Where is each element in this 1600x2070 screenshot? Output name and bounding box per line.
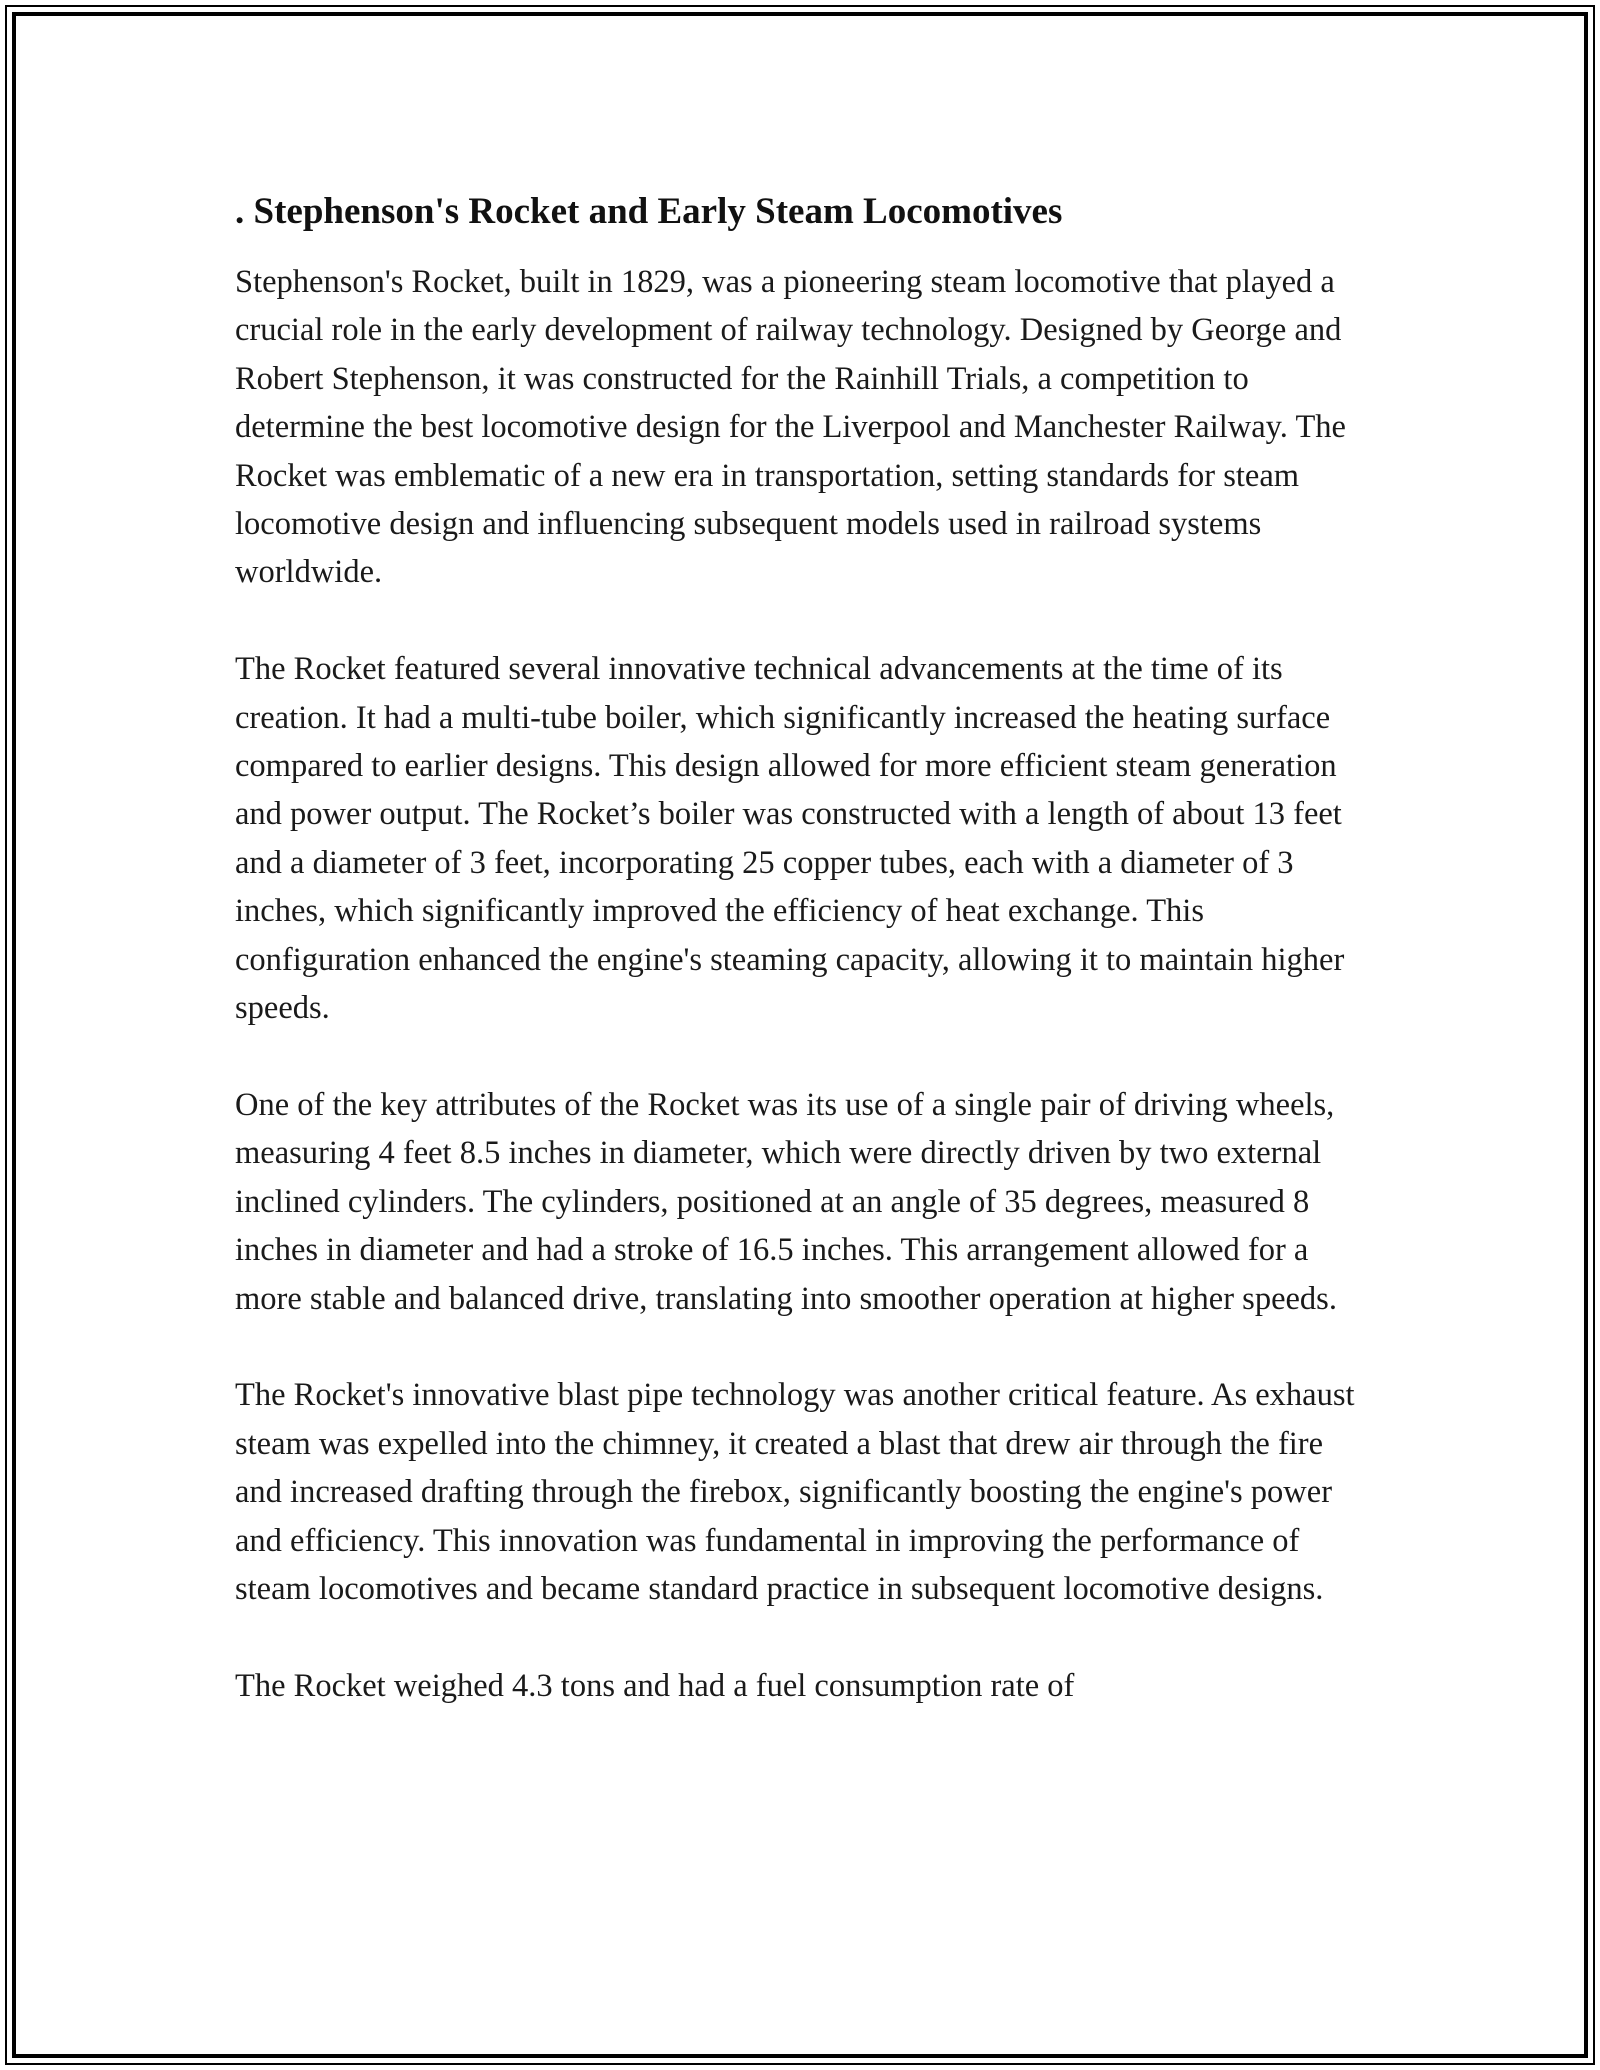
paragraph-weight: The Rocket weighed 4.3 tons and had a fuel consumption rate of <box>235 1667 1075 1704</box>
document-title: . Stephenson's Rocket and Early Steam Locomotives <box>235 191 1063 232</box>
document-body <box>235 188 1375 1710</box>
paragraph-driving-wheels: One of the key attributes of the Rocket was its use of a single pair of driving wheels, measuring 4 feet 8.5 inches in diameter, which were directly driven by two external inclined cylinders. The cylinders, positioned at an angle of 35 degrees, measured 8 inches in diameter and had a stroke of 16.5 inches. This arrangement allowed for a more stable and balanced drive, translating into smoother operation at higher speeds. <box>235 1086 1337 1317</box>
paragraph-blast-pipe: The Rocket's innovative blast pipe technology was another critical feature. As exhaust steam was expelled into the chimney, it created a blast that drew air through the fire and increased drafting through the firebox, significantly boosting the engine's power and efficiency. This innovation was fundamental in improving the performance of steam locomotives and became standard practice in subsequent locomotive designs. <box>235 1377 1355 1607</box>
paragraph-introduction: Stephenson's Rocket, built in 1829, was a pioneering steam locomotive that played a crucial role in the early development of railway technology. Designed by George and Robert Stephenson, it was constructed for the Rainhill Trials, a competition to determine the best locomotive design for the Liverpool and Manchester Railway. The Rocket was emblematic of a new era in transportation, setting standards for steam locomotive design and influencing subsequent models used in railroad systems worldwide. <box>235 264 1346 591</box>
paragraph-boiler: The Rocket featured several innovative technical advancements at the time of its creation. It had a multi-tube boiler, which significantly increased the heating surface compared to earlier designs. This design allowed for more efficient steam generation and power output. The Rocket’s boiler was constructed with a length of about 13 feet and a diameter of 3 feet, incorporating 25 copper tubes, each with a diameter of 3 inches, which significantly improved the efficiency of heat exchange. This configuration enhanced the engine's steaming capacity, allowing it to maintain higher speeds. <box>235 651 1345 1027</box>
